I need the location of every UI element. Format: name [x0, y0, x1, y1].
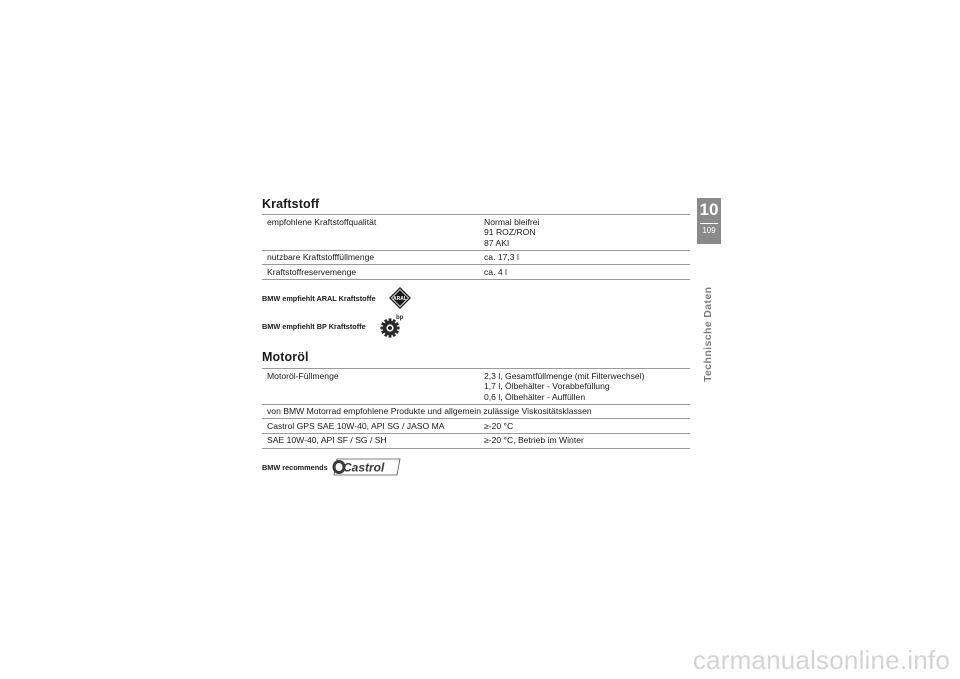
table-row — [262, 369, 690, 405]
motoroel-table — [262, 368, 690, 449]
value-line: 87 AKI — [484, 237, 510, 248]
table-row — [262, 433, 690, 448]
table-cell-label: SAE 10W-40, API SF / SG / SH — [267, 435, 387, 446]
castrol-logo-text: Castrol — [342, 460, 385, 475]
table-row — [262, 250, 690, 265]
value-line: 0,6 l, Ölbehälter - Auffüllen — [484, 391, 586, 402]
value-line: 91 ROZ/RON — [484, 227, 536, 238]
table-row — [262, 419, 690, 434]
page-number: 109 — [702, 226, 716, 235]
aral-logo-text: ARAL — [392, 295, 407, 302]
bp-recommendation-text: BMW empfiehlt BP Kraftstoffe — [262, 321, 366, 331]
table-cell-value: ca. 17,3 l — [484, 252, 519, 263]
table-cell-value: ≥-20 °C, Betrieb im Winter — [484, 435, 584, 446]
table-cell-label: Castrol GPS SAE 10W-40, API SG / JASO MA — [267, 420, 445, 431]
value-line: 2,3 l, Gesamtfüllmenge (mit Filterwechsel) — [484, 370, 645, 381]
table-cell-label: Kraftstoffreservemenge — [267, 266, 357, 277]
table-cell-value: ≥-20 °C — [484, 420, 514, 431]
table-row — [262, 215, 690, 251]
chapter-divider — [700, 223, 718, 224]
table-row — [262, 265, 690, 280]
kraftstoff-table — [262, 214, 690, 280]
castrol-recommendation-text: BMW recommends — [262, 462, 328, 472]
table-cell-full: von BMW Motorrad empfohlene Produkte und allgemein zulässige Viskositätsklassen — [267, 406, 592, 417]
watermark: carmanualsonline.info — [692, 645, 950, 675]
table-cell-value — [477, 215, 690, 251]
table-row — [262, 404, 690, 419]
table-cell-label: nutzbare Kraftstofffüllmenge — [267, 252, 375, 263]
chapter-tab — [697, 198, 721, 244]
table-cell-label: Motoröl-Füllmenge — [267, 370, 339, 381]
bp-recommendation — [262, 313, 404, 339]
chapter-number: 10 — [699, 200, 719, 219]
motoroel-heading: Motoröl — [262, 350, 309, 364]
bp-logo-icon — [378, 313, 404, 339]
aral-recommendation-text: BMW empfiehlt ARAL Kraftstoffe — [262, 293, 376, 303]
castrol-recommendation — [262, 458, 401, 476]
page-content — [262, 197, 690, 475]
value-line: 1,7 l, Ölbehälter - Vorabbefüllung — [484, 381, 610, 392]
bp-logo-text: bp — [395, 315, 403, 321]
chapter-title: Technische Daten — [702, 286, 714, 382]
castrol-logo-icon — [331, 458, 401, 476]
kraftstoff-heading: Kraftstoff — [262, 197, 320, 211]
value-line: Normal bleifrei — [484, 216, 540, 227]
aral-logo-icon — [388, 286, 412, 310]
table-cell-value — [477, 369, 690, 405]
table-cell-label: empfohlene Kraftstoffqualität — [267, 216, 377, 227]
aral-recommendation — [262, 286, 412, 310]
table-cell-value: ca. 4 l — [484, 266, 507, 277]
